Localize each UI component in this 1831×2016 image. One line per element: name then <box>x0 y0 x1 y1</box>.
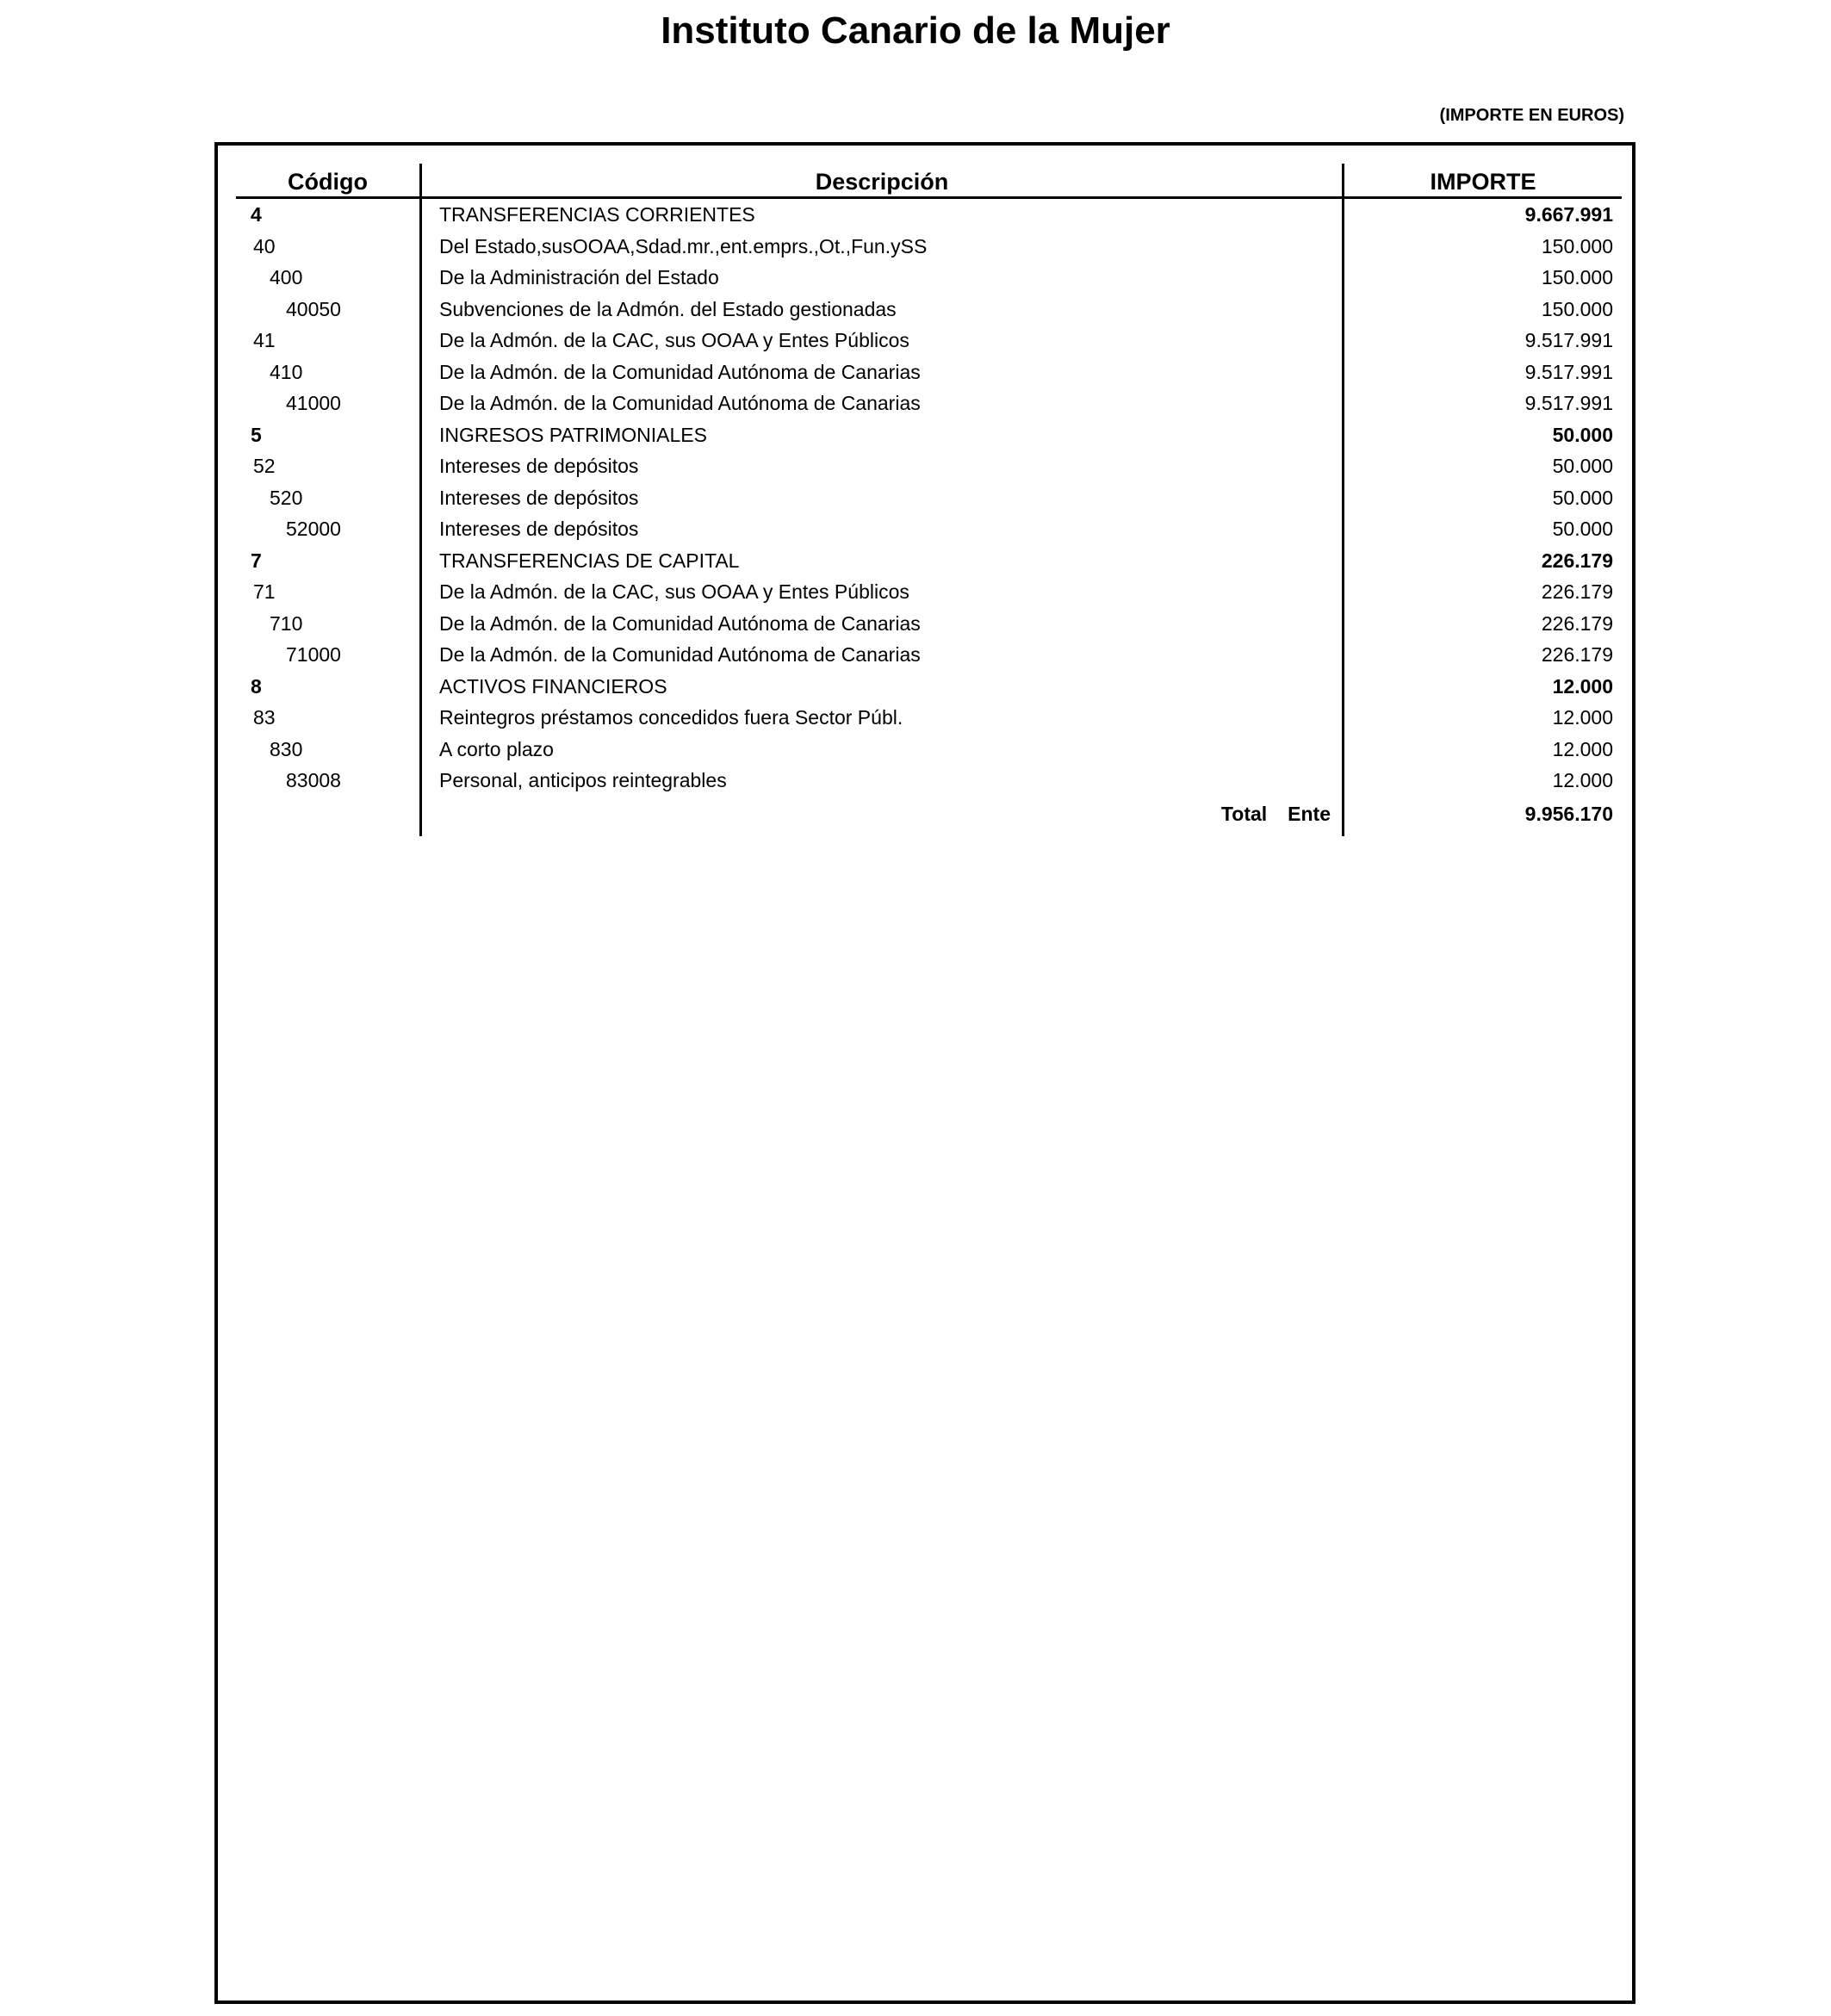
row-code: 41 <box>253 329 276 351</box>
table-row <box>236 608 1622 640</box>
row-code: 71 <box>253 580 276 603</box>
row-description: TRANSFERENCIAS CORRIENTES <box>439 203 755 226</box>
table-row <box>236 576 1622 608</box>
row-description: TRANSFERENCIAS DE CAPITAL <box>439 549 740 572</box>
total-label-total: Total <box>1220 803 1268 825</box>
table-row <box>236 231 1622 263</box>
row-amount: 226.179 <box>1541 611 1613 635</box>
row-amount: 50.000 <box>1552 518 1613 540</box>
table-row <box>236 639 1622 671</box>
row-code: 71000 <box>286 643 341 666</box>
row-code: 41000 <box>286 392 341 414</box>
row-description: A corto plazo <box>439 737 554 760</box>
row-code: 40 <box>253 234 276 257</box>
row-code: 83008 <box>286 769 341 791</box>
row-amount: 12.000 <box>1552 674 1613 698</box>
row-description: Del Estado,susOOAA,Sdad.mr.,ent.emprs.,Ot.,Fun.ySS <box>439 234 928 257</box>
total-amount: 9.956.170 <box>1524 803 1613 825</box>
row-code: 520 <box>270 486 303 509</box>
table-row <box>236 325 1622 357</box>
row-amount: 226.179 <box>1541 549 1613 572</box>
header-codigo: Código <box>288 169 368 195</box>
table-header <box>236 164 1622 199</box>
row-amount: 150.000 <box>1541 297 1613 320</box>
total-label-ente: Ente <box>1288 803 1331 825</box>
table-row <box>236 357 1622 388</box>
row-amount: 150.000 <box>1541 234 1613 257</box>
row-code: 8 <box>251 674 262 698</box>
row-description: Subvenciones de la Admón. del Estado gestionadas <box>439 297 897 320</box>
row-code: 830 <box>270 737 303 760</box>
row-amount: 50.000 <box>1552 423 1613 446</box>
row-code: 4 <box>251 203 262 226</box>
header-descripcion: Descripción <box>815 169 949 195</box>
units-note: (IMPORTE EN EUROS) <box>1439 106 1624 125</box>
total-label <box>1221 797 1331 831</box>
table-row <box>236 671 1622 703</box>
row-description: Intereses de depósitos <box>439 486 639 509</box>
total-row <box>236 797 1622 831</box>
table-body <box>236 199 1622 797</box>
page-title: Instituto Canario de la Mujer <box>661 9 1170 52</box>
row-amount: 9.517.991 <box>1524 392 1613 414</box>
table-row <box>236 294 1622 326</box>
header-importe: IMPORTE <box>1430 169 1536 195</box>
row-amount: 12.000 <box>1552 706 1613 729</box>
row-code: 710 <box>270 611 303 635</box>
row-description: De la Administración del Estado <box>439 266 719 288</box>
row-description: Intereses de depósitos <box>439 518 639 540</box>
row-description: Intereses de depósitos <box>439 455 639 477</box>
table-row <box>236 419 1622 451</box>
row-code: 7 <box>251 549 262 572</box>
row-code: 410 <box>270 360 303 383</box>
row-amount: 9.517.991 <box>1524 360 1613 383</box>
row-description: Reintegros préstamos concedidos fuera Sector Públ. <box>439 706 903 729</box>
row-amount: 9.667.991 <box>1524 203 1613 226</box>
row-amount: 50.000 <box>1552 486 1613 509</box>
table-row <box>236 765 1622 797</box>
row-description: De la Admón. de la CAC, sus OOAA y Entes Públicos <box>439 329 909 351</box>
table-row <box>236 388 1622 419</box>
table-row <box>236 450 1622 482</box>
row-code: 52 <box>253 455 276 477</box>
table-row <box>236 734 1622 766</box>
table-row <box>236 545 1622 577</box>
table-row <box>236 513 1622 545</box>
row-description: De la Admón. de la Comunidad Autónoma de Canarias <box>439 611 921 635</box>
row-description: De la Admón. de la Comunidad Autónoma de Canarias <box>439 392 921 414</box>
row-code: 40050 <box>286 297 341 320</box>
row-description: INGRESOS PATRIMONIALES <box>439 423 707 446</box>
row-description: De la Admón. de la Comunidad Autónoma de Canarias <box>439 360 921 383</box>
row-code: 52000 <box>286 518 341 540</box>
row-amount: 150.000 <box>1541 266 1613 288</box>
row-amount: 226.179 <box>1541 580 1613 603</box>
table-row <box>236 702 1622 734</box>
row-amount: 12.000 <box>1552 737 1613 760</box>
row-code: 400 <box>270 266 303 288</box>
row-code: 5 <box>251 423 262 446</box>
table-row <box>236 199 1622 231</box>
table-row <box>236 482 1622 514</box>
row-description: Personal, anticipos reintegrables <box>439 769 727 791</box>
row-description: De la Admón. de la Comunidad Autónoma de Canarias <box>439 643 921 666</box>
row-code: 83 <box>253 706 276 729</box>
row-amount: 226.179 <box>1541 643 1613 666</box>
row-amount: 9.517.991 <box>1524 329 1613 351</box>
row-description: ACTIVOS FINANCIEROS <box>439 674 667 698</box>
row-description: De la Admón. de la CAC, sus OOAA y Entes Públicos <box>439 580 909 603</box>
row-amount: 50.000 <box>1552 455 1613 477</box>
row-amount: 12.000 <box>1552 769 1613 791</box>
table-row <box>236 262 1622 294</box>
